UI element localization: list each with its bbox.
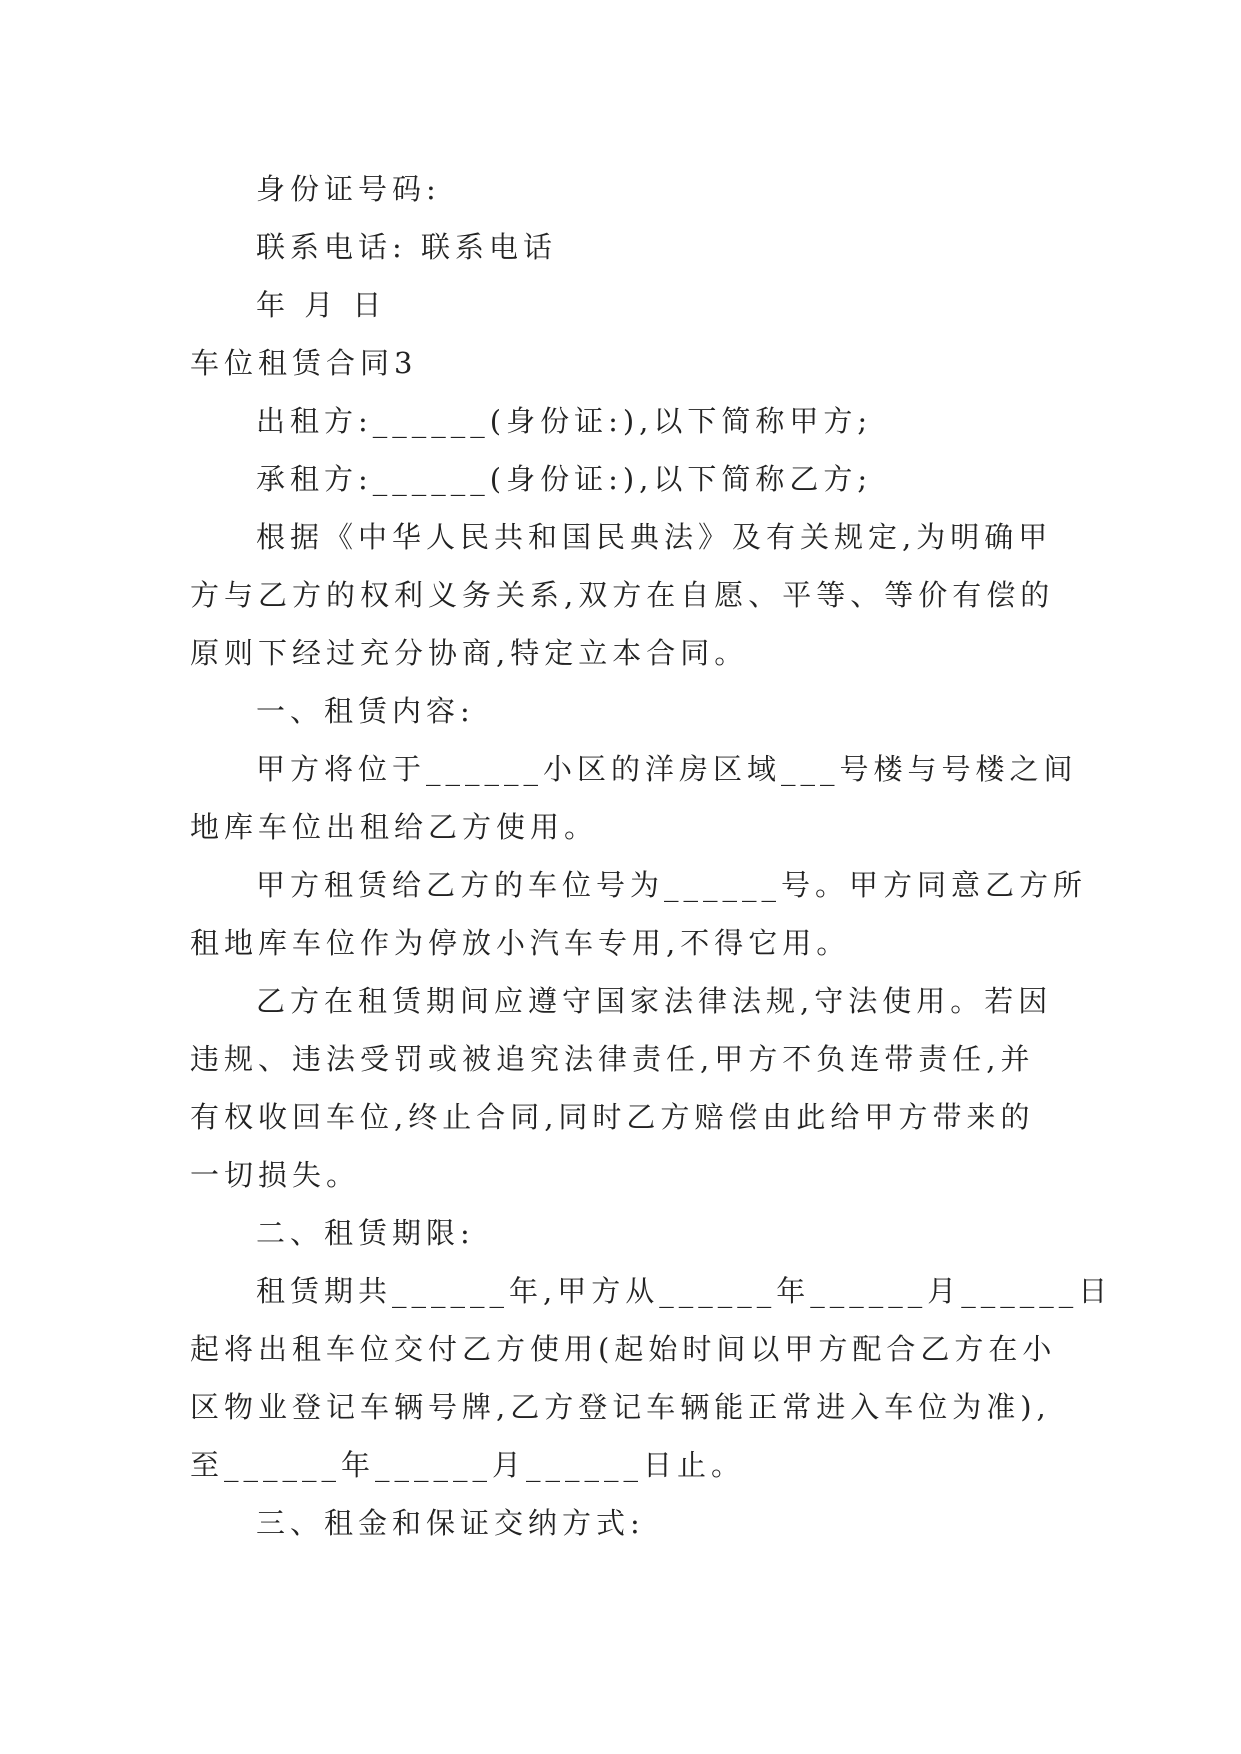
lease-term-line-4: 至______年______月______日止。	[190, 1448, 746, 1482]
lease-term-line-2: 起将出租车位交付乙方使用(起始时间以甲方配合乙方在小	[190, 1332, 1057, 1366]
lease-content-line-8: 一切损失。	[190, 1158, 361, 1192]
section-heading-3: 三、租金和保证交纳方式:	[256, 1506, 645, 1540]
lease-content-line-3: 甲方租赁给乙方的车位号为______号。甲方同意乙方所	[256, 868, 1088, 902]
lease-content-line-6: 违规、违法受罚或被追究法律责任,甲方不负连带责任,并	[190, 1042, 1035, 1076]
basis-paragraph-line-1: 根据《中华人民共和国民典法》及有关规定,为明确甲	[256, 520, 1053, 554]
lease-content-line-7: 有权收回车位,终止合同,同时乙方赔偿由此给甲方带来的	[190, 1100, 1035, 1134]
id-number-line: 身份证号码:	[256, 172, 441, 206]
lease-content-line-1: 甲方将位于______小区的洋房区域___号楼与号楼之间	[256, 752, 1078, 786]
section-heading-2: 二、租赁期限:	[256, 1216, 475, 1250]
date-line: 年 月 日	[256, 288, 387, 322]
lessor-line: 出租方:______(身份证:),以下简称甲方;	[256, 404, 873, 438]
lease-content-line-5: 乙方在租赁期间应遵守国家法律法规,守法使用。若因	[256, 984, 1053, 1018]
basis-paragraph-line-3: 原则下经过充分协商,特定立本合同。	[190, 636, 749, 670]
lease-content-line-2: 地库车位出租给乙方使用。	[190, 810, 599, 844]
document-body	[190, 160, 1113, 1552]
lease-term-line-3: 区物业登记车辆号牌,乙方登记车辆能正常进入车位为准),	[190, 1390, 1051, 1424]
contract-title: 车位租赁合同3	[190, 346, 418, 380]
section-heading-1: 一、租赁内容:	[256, 694, 475, 728]
lease-term-line-1: 租赁期共______年,甲方从______年______月______日	[256, 1274, 1113, 1308]
lessee-line: 承租方:______(身份证:),以下简称乙方;	[256, 462, 873, 496]
lease-content-line-4: 租地库车位作为停放小汽车专用,不得它用。	[190, 926, 851, 960]
contact-phone-line: 联系电话: 联系电话	[256, 230, 557, 264]
basis-paragraph-line-2: 方与乙方的权利义务关系,双方在自愿、平等、等价有偿的	[190, 578, 1055, 612]
